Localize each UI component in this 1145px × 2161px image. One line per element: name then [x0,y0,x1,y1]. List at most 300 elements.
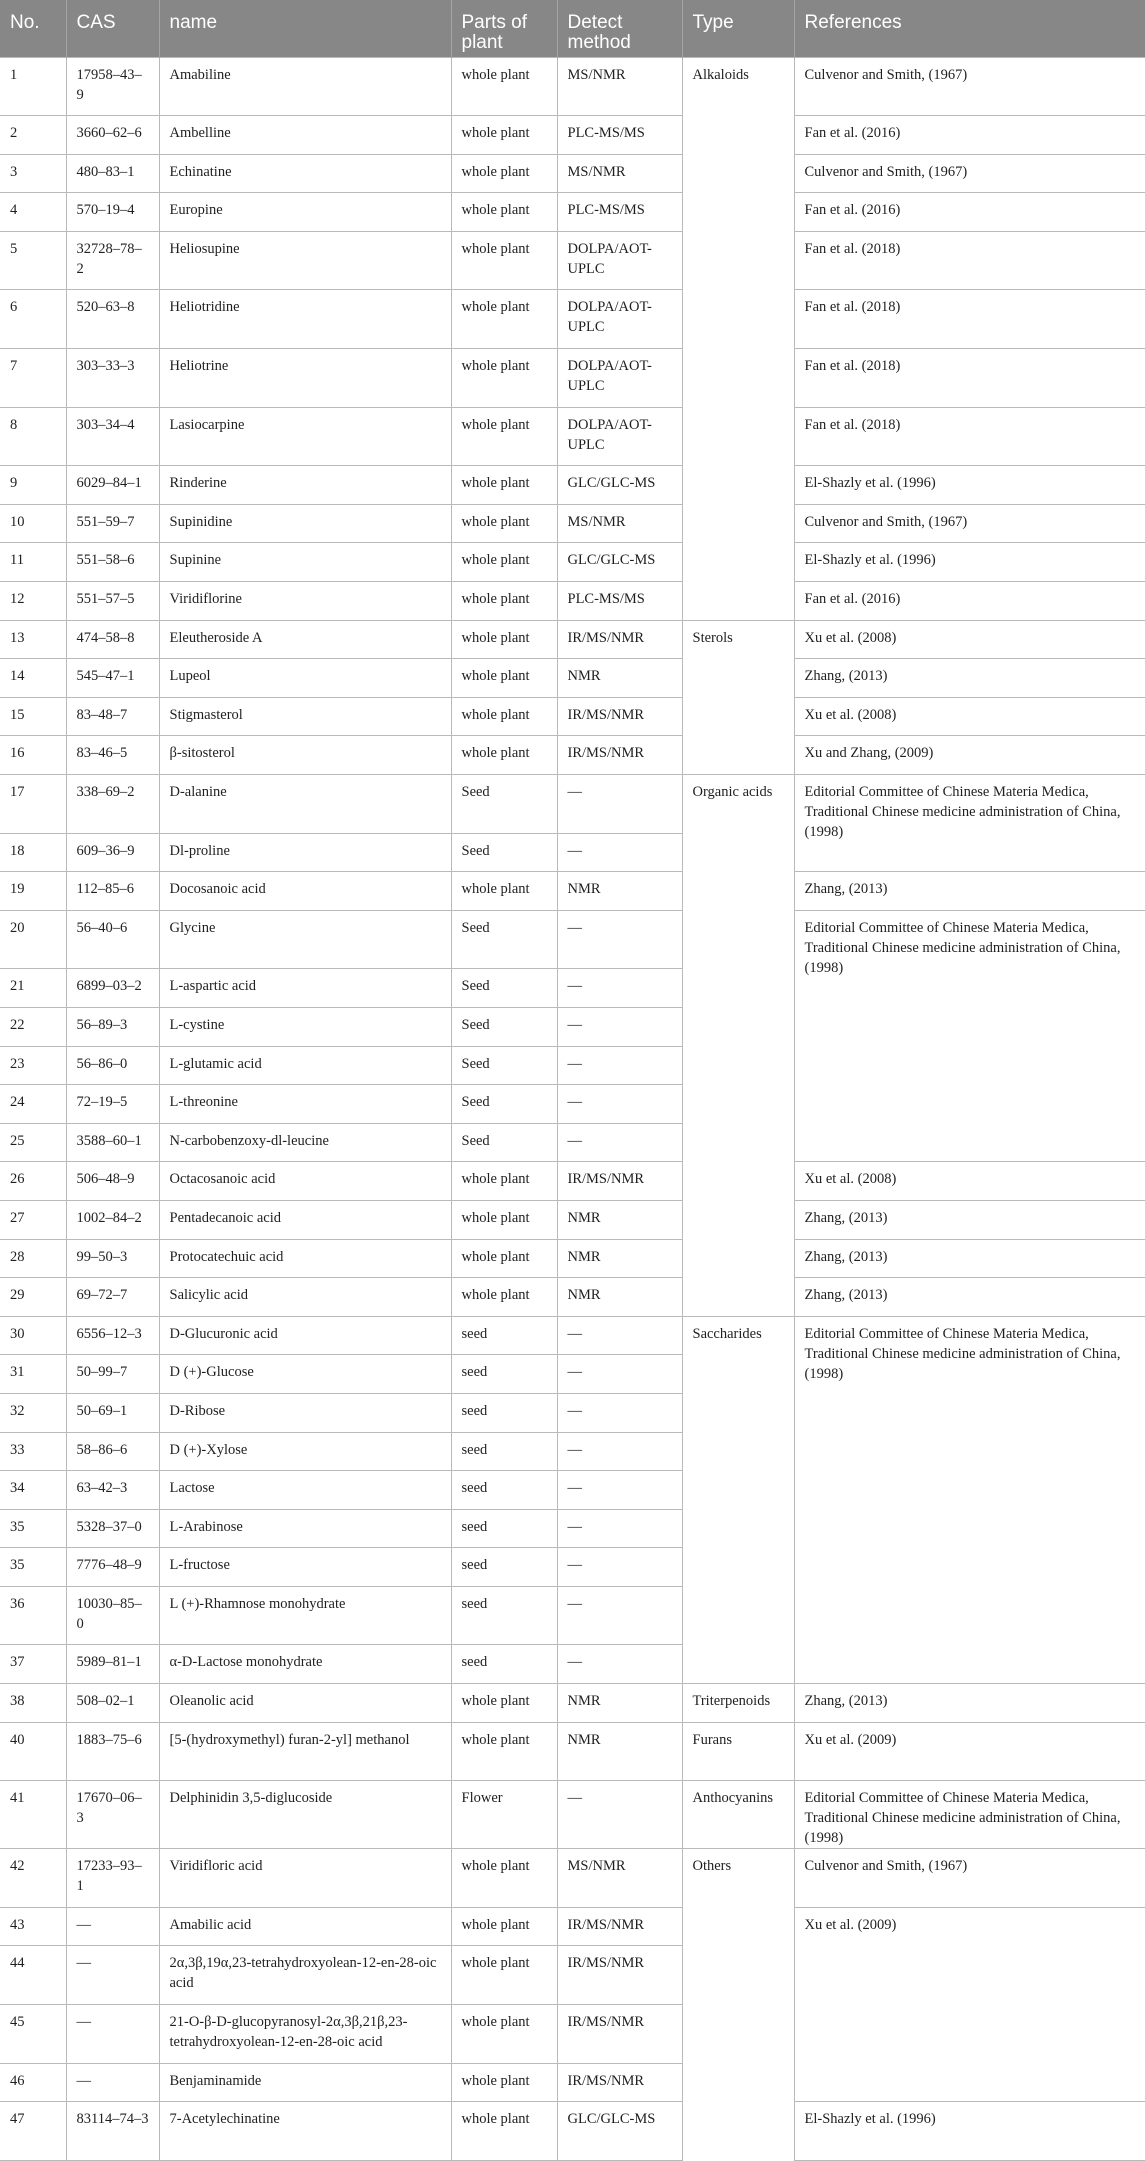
detect-method: GLC/GLC-MS [557,2102,682,2161]
compound-name: D-Ribose [159,1393,451,1432]
row-number: 33 [0,1432,66,1471]
compound-name: Glycine [159,910,451,969]
cas-number: 609–36–9 [66,833,159,872]
row-number: 10 [0,504,66,543]
cas-number: 570–19–4 [66,193,159,232]
detect-method: NMR [557,659,682,698]
header-detect-method: Detect method [557,0,682,57]
row-number: 15 [0,697,66,736]
detect-method: — [557,775,682,834]
compound-name: Lupeol [159,659,451,698]
plant-part: whole plant [451,349,557,408]
cas-number: 83–46–5 [66,736,159,775]
plant-part: seed [451,1432,557,1471]
compound-name: Echinatine [159,154,451,193]
detect-method: GLC/GLC-MS [557,543,682,582]
compound-name: Ambelline [159,116,451,155]
cas-number: 303–33–3 [66,349,159,408]
row-number: 14 [0,659,66,698]
detect-method: DOLPA/AOT-UPLC [557,231,682,290]
table-row [0,1200,1145,1239]
compound-name: Viridifloric acid [159,1849,451,1908]
row-number: 47 [0,2102,66,2161]
compound-name: D (+)-Xylose [159,1432,451,1471]
compound-name: Eleutheroside A [159,620,451,659]
detect-method: IR/MS/NMR [557,1946,682,2005]
row-number: 4 [0,193,66,232]
cas-number: 506–48–9 [66,1162,159,1201]
plant-part: Seed [451,1123,557,1162]
detect-method: — [557,1645,682,1684]
row-number: 19 [0,872,66,911]
row-number: 44 [0,1946,66,2005]
plant-part: whole plant [451,2005,557,2064]
row-number: 28 [0,1239,66,1278]
detect-method: IR/MS/NMR [557,1907,682,1946]
row-number: 21 [0,969,66,1008]
compound-name: Amabilic acid [159,1907,451,1946]
cas-number: 17670–06–3 [66,1781,159,1849]
detect-method: — [557,1432,682,1471]
compound-name: N-carbobenzoxy-dl-leucine [159,1123,451,1162]
compound-type: Furans [682,1722,794,1781]
cas-number: 545–47–1 [66,659,159,698]
row-number: 42 [0,1849,66,1908]
reference: Zhang, (2013) [794,1278,1145,1317]
table-row [0,872,1145,911]
compound-type: Triterpenoids [682,1684,794,1723]
row-number: 16 [0,736,66,775]
plant-part: whole plant [451,1722,557,1781]
plant-part: seed [451,1509,557,1548]
plant-part: seed [451,1393,557,1432]
row-number: 12 [0,582,66,621]
detect-method: NMR [557,1722,682,1781]
plant-part: whole plant [451,582,557,621]
cas-number: 58–86–6 [66,1432,159,1471]
plant-part: whole plant [451,1684,557,1723]
plant-part: whole plant [451,1278,557,1317]
plant-part: whole plant [451,504,557,543]
cas-number: 6029–84–1 [66,466,159,505]
table-row [0,1907,1145,1946]
table-row [0,407,1145,466]
header-cas: CAS [66,0,159,57]
table-row [0,1684,1145,1723]
plant-part: whole plant [451,57,557,116]
reference: El-Shazly et al. (1996) [794,543,1145,582]
cas-number: 6899–03–2 [66,969,159,1008]
table-row [0,1316,1145,1355]
plant-part: Seed [451,1085,557,1124]
detect-method: — [557,1509,682,1548]
cas-number: 551–59–7 [66,504,159,543]
row-number: 9 [0,466,66,505]
reference: Xu et al. (2008) [794,620,1145,659]
detect-method: — [557,1471,682,1510]
compound-name: 2α,3β,19α,23-tetrahydroxyolean-12-en-28-oic acid [159,1946,451,2005]
cas-number: 99–50–3 [66,1239,159,1278]
row-number: 40 [0,1722,66,1781]
plant-part: whole plant [451,407,557,466]
detect-method: DOLPA/AOT-UPLC [557,290,682,349]
compound-name: L (+)-Rhamnose monohydrate [159,1586,451,1645]
cas-number: — [66,2005,159,2064]
compound-type: Organic acids [682,775,794,1317]
detect-method: — [557,1548,682,1587]
row-number: 25 [0,1123,66,1162]
reference: Zhang, (2013) [794,872,1145,911]
reference: Editorial Committee of Chinese Materia Medica, Traditional Chinese medicine administration of China, (1998) [794,775,1145,872]
detect-method: — [557,1781,682,1849]
detect-method: — [557,1046,682,1085]
cas-number: 508–02–1 [66,1684,159,1723]
row-number: 41 [0,1781,66,1849]
table-row [0,1239,1145,1278]
detect-method: MS/NMR [557,57,682,116]
compound-name: Benjaminamide [159,2063,451,2102]
detect-method: — [557,969,682,1008]
plant-part: whole plant [451,1946,557,2005]
cas-number: — [66,2063,159,2102]
table-row [0,466,1145,505]
detect-method: PLC-MS/MS [557,193,682,232]
table-row [0,2102,1145,2161]
reference: Culvenor and Smith, (1967) [794,154,1145,193]
compound-name: Stigmasterol [159,697,451,736]
plant-part: whole plant [451,2102,557,2161]
reference: Xu et al. (2008) [794,697,1145,736]
compound-name: 7-Acetylechinatine [159,2102,451,2161]
row-number: 45 [0,2005,66,2064]
cas-number: 520–63–8 [66,290,159,349]
cas-number: 1002–84–2 [66,1200,159,1239]
compound-name: Supinine [159,543,451,582]
cas-number: 56–89–3 [66,1007,159,1046]
plant-part: whole plant [451,659,557,698]
detect-method: IR/MS/NMR [557,736,682,775]
row-number: 29 [0,1278,66,1317]
detect-method: NMR [557,872,682,911]
plant-part: Seed [451,833,557,872]
plant-part: Flower [451,1781,557,1849]
cas-number: 3660–62–6 [66,116,159,155]
table-row [0,736,1145,775]
table-row [0,231,1145,290]
plant-part: seed [451,1355,557,1394]
cas-number: 32728–78–2 [66,231,159,290]
table-row [0,193,1145,232]
detect-method: MS/NMR [557,154,682,193]
cas-number: 1883–75–6 [66,1722,159,1781]
reference: Editorial Committee of Chinese Materia Medica, Traditional Chinese medicine administration of China, (1998) [794,1781,1145,1849]
plant-part: whole plant [451,1239,557,1278]
detect-method: — [557,833,682,872]
reference: Fan et al. (2018) [794,349,1145,408]
plant-part: Seed [451,910,557,969]
reference: Zhang, (2013) [794,659,1145,698]
reference: Editorial Committee of Chinese Materia Medica, Traditional Chinese medicine administration of China, (1998) [794,910,1145,1162]
detect-method: MS/NMR [557,1849,682,1908]
reference: Xu and Zhang, (2009) [794,736,1145,775]
plant-part: whole plant [451,154,557,193]
plant-part: whole plant [451,736,557,775]
cas-number: 5989–81–1 [66,1645,159,1684]
table-row [0,116,1145,155]
table-row [0,1781,1145,1849]
plant-part: seed [451,1471,557,1510]
plant-part: whole plant [451,1162,557,1201]
plant-part: Seed [451,775,557,834]
table-row [0,697,1145,736]
compound-name: L-cystine [159,1007,451,1046]
table-row [0,582,1145,621]
reference: Xu et al. (2009) [794,1907,1145,2101]
detect-method: — [557,1085,682,1124]
reference: Zhang, (2013) [794,1684,1145,1723]
compound-name: α-D-Lactose monohydrate [159,1645,451,1684]
cas-number: 17233–93–1 [66,1849,159,1908]
compound-name: Lactose [159,1471,451,1510]
row-number: 36 [0,1586,66,1645]
compound-name: Octacosanoic acid [159,1162,451,1201]
plant-part: whole plant [451,697,557,736]
plant-part: whole plant [451,620,557,659]
row-number: 43 [0,1907,66,1946]
row-number: 24 [0,1085,66,1124]
table-row [0,154,1145,193]
compound-name: L-threonine [159,1085,451,1124]
cas-number: 83114–74–3 [66,2102,159,2161]
detect-method: NMR [557,1684,682,1723]
reference: Fan et al. (2016) [794,193,1145,232]
cas-number: 5328–37–0 [66,1509,159,1548]
reference: Zhang, (2013) [794,1200,1145,1239]
reference: Xu et al. (2009) [794,1722,1145,1781]
header-type: Type [682,0,794,57]
cas-number: 83–48–7 [66,697,159,736]
cas-number: 50–99–7 [66,1355,159,1394]
compound-type: Sterols [682,620,794,774]
reference: Culvenor and Smith, (1967) [794,504,1145,543]
cas-number: 551–57–5 [66,582,159,621]
plant-part: whole plant [451,872,557,911]
compound-name: β-sitosterol [159,736,451,775]
row-number: 35 [0,1509,66,1548]
compound-name: L-glutamic acid [159,1046,451,1085]
detect-method: IR/MS/NMR [557,620,682,659]
row-number: 26 [0,1162,66,1201]
table-row [0,1162,1145,1201]
detect-method: DOLPA/AOT-UPLC [557,349,682,408]
cas-number: — [66,1946,159,2005]
compound-name: Viridiflorine [159,582,451,621]
table-row [0,1849,1145,1908]
detect-method: GLC/GLC-MS [557,466,682,505]
plant-part: seed [451,1548,557,1587]
table-row [0,57,1145,116]
compound-type: Others [682,1849,794,2161]
row-number: 18 [0,833,66,872]
plant-part: seed [451,1586,557,1645]
cas-number: 72–19–5 [66,1085,159,1124]
detect-method: — [557,1355,682,1394]
table-row [0,290,1145,349]
table-row [0,1278,1145,1317]
cas-number: 50–69–1 [66,1393,159,1432]
detect-method: — [557,1393,682,1432]
table-row [0,910,1145,969]
row-number: 2 [0,116,66,155]
reference: El-Shazly et al. (1996) [794,2102,1145,2161]
compound-name: L-Arabinose [159,1509,451,1548]
cas-number: 3588–60–1 [66,1123,159,1162]
row-number: 22 [0,1007,66,1046]
compound-name: Dl-proline [159,833,451,872]
plant-part: Seed [451,969,557,1008]
plant-part: whole plant [451,193,557,232]
plant-part: whole plant [451,1907,557,1946]
compound-name: Rinderine [159,466,451,505]
row-number: 34 [0,1471,66,1510]
detect-method: IR/MS/NMR [557,697,682,736]
detect-method: IR/MS/NMR [557,1162,682,1201]
reference: Fan et al. (2016) [794,116,1145,155]
compound-type: Alkaloids [682,57,794,620]
detect-method: — [557,1123,682,1162]
compound-name: 21-O-β-D-glucopyranosyl-2α,3β,21β,23-tetrahydroxyolean-12-en-28-oic acid [159,2005,451,2064]
reference: El-Shazly et al. (1996) [794,466,1145,505]
plant-part: whole plant [451,2063,557,2102]
plant-part: seed [451,1316,557,1355]
cas-number: 338–69–2 [66,775,159,834]
cas-number: 480–83–1 [66,154,159,193]
table-row [0,543,1145,582]
plant-part: whole plant [451,290,557,349]
detect-method: NMR [557,1278,682,1317]
row-number: 7 [0,349,66,408]
detect-method: IR/MS/NMR [557,2063,682,2102]
row-number: 32 [0,1393,66,1432]
cas-number: 69–72–7 [66,1278,159,1317]
compound-name: Amabiline [159,57,451,116]
compound-name: L-fructose [159,1548,451,1587]
cas-number: — [66,1907,159,1946]
row-number: 46 [0,2063,66,2102]
header-name: name [159,0,451,57]
compound-name: Docosanoic acid [159,872,451,911]
detect-method: — [557,1316,682,1355]
compound-type: Saccharides [682,1316,794,1683]
cas-number: 474–58–8 [66,620,159,659]
compound-name: L-aspartic acid [159,969,451,1008]
detect-method: DOLPA/AOT-UPLC [557,407,682,466]
cas-number: 303–34–4 [66,407,159,466]
compound-name: Heliotridine [159,290,451,349]
table-row [0,659,1145,698]
plant-part: seed [451,1645,557,1684]
reference: Zhang, (2013) [794,1239,1145,1278]
cas-number: 10030–85–0 [66,1586,159,1645]
cas-number: 56–86–0 [66,1046,159,1085]
reference: Editorial Committee of Chinese Materia Medica, Traditional Chinese medicine administration of China, (1998) [794,1316,1145,1683]
table-row [0,349,1145,408]
row-number: 11 [0,543,66,582]
detect-method: — [557,1586,682,1645]
compound-name: [5-(hydroxymethyl) furan-2-yl] methanol [159,1722,451,1781]
row-number: 30 [0,1316,66,1355]
compound-name: Delphinidin 3,5-diglucoside [159,1781,451,1849]
row-number: 23 [0,1046,66,1085]
cas-number: 7776–48–9 [66,1548,159,1587]
compound-type: Anthocyanins [682,1781,794,1849]
row-number: 35 [0,1548,66,1587]
compound-name: D-alanine [159,775,451,834]
header-references: References [794,0,1145,57]
detect-method: MS/NMR [557,504,682,543]
row-number: 5 [0,231,66,290]
compound-name: D (+)-Glucose [159,1355,451,1394]
compound-name: D-Glucuronic acid [159,1316,451,1355]
detect-method: PLC-MS/MS [557,582,682,621]
plant-part: Seed [451,1046,557,1085]
header-row [0,0,1145,57]
row-number: 3 [0,154,66,193]
detect-method: NMR [557,1239,682,1278]
plant-part: whole plant [451,466,557,505]
reference: Xu et al. (2008) [794,1162,1145,1201]
row-number: 8 [0,407,66,466]
table-row [0,504,1145,543]
compound-name: Oleanolic acid [159,1684,451,1723]
row-number: 20 [0,910,66,969]
reference: Culvenor and Smith, (1967) [794,1849,1145,1908]
compound-name: Heliosupine [159,231,451,290]
compound-name: Lasiocarpine [159,407,451,466]
plant-part: whole plant [451,231,557,290]
detect-method: IR/MS/NMR [557,2005,682,2064]
compound-name: Protocatechuic acid [159,1239,451,1278]
reference: Fan et al. (2018) [794,231,1145,290]
compound-name: Salicylic acid [159,1278,451,1317]
compound-name: Heliotrine [159,349,451,408]
plant-part: whole plant [451,1200,557,1239]
plant-part: whole plant [451,543,557,582]
row-number: 6 [0,290,66,349]
compound-name: Europine [159,193,451,232]
row-number: 1 [0,57,66,116]
row-number: 27 [0,1200,66,1239]
row-number: 13 [0,620,66,659]
row-number: 17 [0,775,66,834]
cas-number: 6556–12–3 [66,1316,159,1355]
table-row [0,775,1145,834]
row-number: 38 [0,1684,66,1723]
reference: Culvenor and Smith, (1967) [794,57,1145,116]
row-number: 37 [0,1645,66,1684]
detect-method: — [557,910,682,969]
reference: Fan et al. (2018) [794,290,1145,349]
row-number: 31 [0,1355,66,1394]
table-row [0,620,1145,659]
header-parts-of-plant: Parts of plant [451,0,557,57]
compound-name: Supinidine [159,504,451,543]
header-no: No. [0,0,66,57]
plant-part: whole plant [451,1849,557,1908]
compound-name: Pentadecanoic acid [159,1200,451,1239]
cas-number: 551–58–6 [66,543,159,582]
cas-number: 112–85–6 [66,872,159,911]
